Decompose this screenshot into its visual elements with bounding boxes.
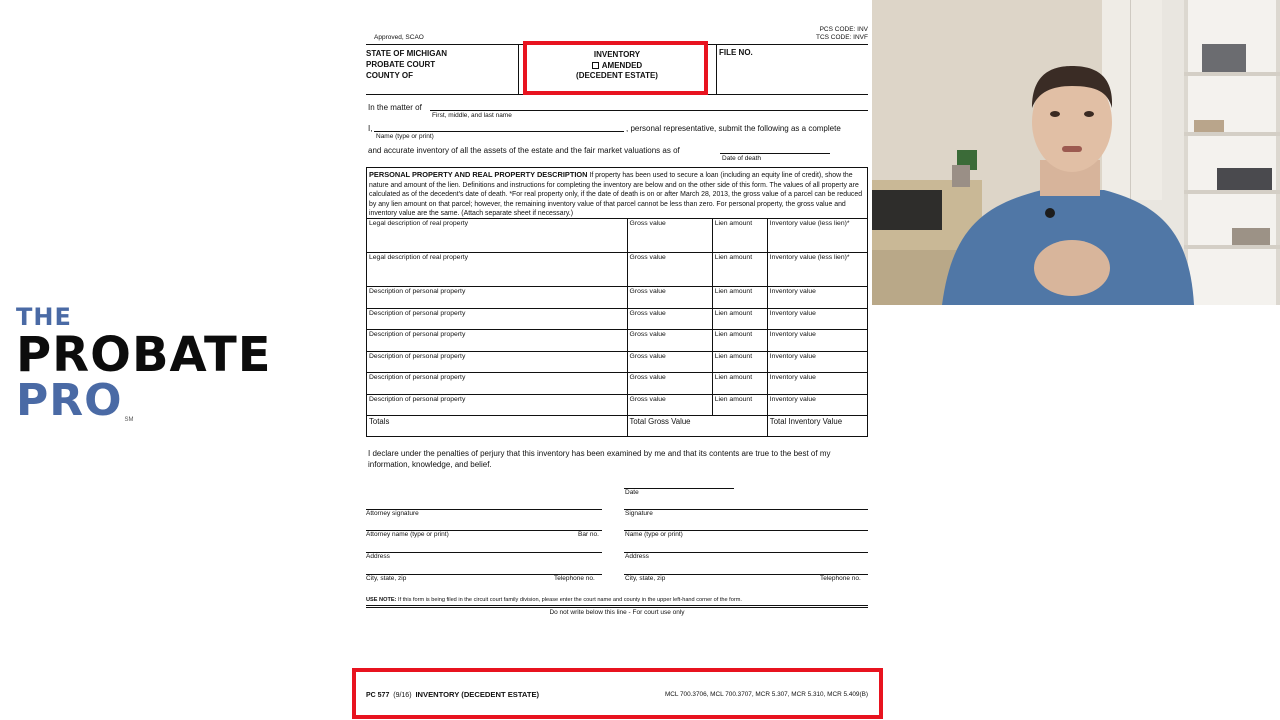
inventory-cell-lien[interactable]: Lien amount — [712, 308, 767, 330]
name-field[interactable] — [374, 131, 624, 132]
inventory-cell-desc[interactable]: Description of personal property — [367, 330, 628, 352]
inventory-cell-inv[interactable]: Inventory value — [767, 287, 867, 309]
inventory-cell-gross[interactable]: Gross value — [627, 394, 712, 416]
tcs-code: TCS CODE: INVF — [815, 34, 868, 41]
signature-label: Signature — [625, 510, 653, 517]
inventory-cell-desc[interactable]: Legal description of real property — [367, 253, 628, 287]
inventory-cell-lien[interactable]: Lien amount — [712, 373, 767, 395]
logo-probate: PROBATE — [16, 327, 272, 383]
total-inventory: Total Inventory Value — [767, 416, 867, 437]
inventory-cell-lien[interactable]: Lien amount — [712, 253, 767, 287]
matter-hint: First, middle, and last name — [432, 112, 512, 119]
use-note: USE NOTE: If this form is being filed in the circuit court family division, please enter the court name and county in the upper left-hand corner of the form. — [366, 597, 742, 603]
logo-the: THE — [16, 303, 72, 331]
totals-label: Totals — [367, 416, 628, 437]
pcs-code: PCS CODE: INV — [819, 26, 868, 33]
inventory-cell-inv[interactable]: Inventory value — [767, 308, 867, 330]
date-label: Date — [625, 489, 639, 496]
city-label-right: City, state, zip — [625, 575, 666, 582]
inventory-cell-desc[interactable]: Description of personal property — [367, 394, 628, 416]
highlight-box-title — [523, 41, 708, 95]
inventory-row — [367, 308, 868, 330]
form-title: INVENTORY AMENDED (DECEDENT ESTATE) — [576, 50, 658, 80]
inventory-cell-gross[interactable]: Gross value — [627, 253, 712, 287]
address-label-right: Address — [625, 553, 649, 560]
inventory-cell-gross[interactable]: Gross value — [627, 373, 712, 395]
inventory-cell-inv[interactable]: Inventory value — [767, 330, 867, 352]
description-box: PERSONAL PROPERTY AND REAL PROPERTY DESCRIPTION If property has been used to secure a loan (including an equity line of credit), show the nature and amount of the lien. Definitions and instructions for completing the inventory are below and on the other side of this form. The values of all property are calculated as of the decedent's date of death. *For real property only, if the date of death is on or after March 28, 2013, the gross value of a parcel can be reduced by any lien amount on that parcel; however, the remaining inventory value of that parcel cannot be less than zero. For personal property, the gross value and inventory value are the same. (Attach separate sheet if necessary.) — [366, 167, 868, 218]
logo-pro: PRO — [16, 375, 123, 426]
i-label: I, — [368, 124, 373, 133]
inventory-cell-gross[interactable]: Gross value — [627, 330, 712, 352]
inventory-cell-desc[interactable]: Description of personal property — [367, 287, 628, 309]
inventory-cell-desc[interactable]: Legal description of real property — [367, 219, 628, 253]
matter-field[interactable] — [430, 110, 868, 111]
inventory-cell-lien[interactable]: Lien amount — [712, 394, 767, 416]
address-field-left[interactable] — [366, 552, 602, 553]
inventory-row — [367, 287, 868, 309]
address-field-right[interactable] — [624, 552, 868, 553]
court-use-note: Do not write below this line - For court use only — [549, 609, 685, 616]
attorney-signature-label: Attorney signature — [366, 510, 419, 517]
inventory-cell-desc[interactable]: Description of personal property — [367, 308, 628, 330]
inventory-cell-gross[interactable]: Gross value — [627, 308, 712, 330]
declaration: I declare under the penalties of perjury that this inventory has been examined by me and that its contents are true to the best of my information, knowledge, and belief. — [368, 449, 831, 469]
presenter-video-frame — [872, 0, 1280, 305]
form-footer: PC 577 (9/16) INVENTORY (DECEDENT ESTATE) — [366, 690, 540, 699]
inventory-row — [367, 351, 868, 373]
name-print-label: Name (type or print) — [625, 531, 683, 538]
dod-hint: Date of death — [722, 155, 762, 162]
date-of-death-field[interactable] — [720, 153, 830, 154]
logo-sm: SM — [124, 417, 134, 423]
inventory-cell-lien[interactable]: Lien amount — [712, 351, 767, 373]
date-field[interactable] — [624, 488, 734, 489]
inventory-row — [367, 373, 868, 395]
inventory-row — [367, 330, 868, 352]
inventory-cell-desc[interactable]: Description of personal property — [367, 351, 628, 373]
footer-mcl: MCL 700.3706, MCL 700.3707, MCR 5.307, MCR 5.310, MCR 5.409(B) — [664, 691, 868, 698]
probate-pro-logo — [16, 303, 346, 426]
inventory-cell-gross[interactable]: Gross value — [627, 351, 712, 373]
telephone-label-right: Telephone no. — [820, 575, 861, 582]
inventory-cell-gross[interactable]: Gross value — [627, 287, 712, 309]
accurate-text: and accurate inventory of all the assets of the estate and the fair market valuations as of — [368, 146, 680, 155]
inventory-row — [367, 394, 868, 416]
inventory-cell-inv[interactable]: Inventory value — [767, 373, 867, 395]
court-header: STATE OF MICHIGAN PROBATE COURT COUNTY OF — [366, 49, 448, 80]
inventory-cell-desc[interactable]: Description of personal property — [367, 373, 628, 395]
address-label-left: Address — [366, 553, 390, 560]
inventory-cell-gross[interactable]: Gross value — [627, 219, 712, 253]
pr-text: , personal representative, submit the following as a complete — [626, 124, 841, 133]
attorney-name-label: Attorney name (type or print) — [366, 531, 449, 538]
inventory-cell-inv[interactable]: Inventory value (less lien)* — [767, 219, 867, 253]
signature-field[interactable] — [624, 509, 868, 510]
name-hint: Name (type or print) — [376, 133, 434, 140]
file-no-label: FILE NO. — [719, 48, 753, 57]
inventory-cell-lien[interactable]: Lien amount — [712, 330, 767, 352]
total-gross: Total Gross Value — [627, 416, 767, 437]
inventory-row — [367, 253, 868, 287]
matter-label: In the matter of — [368, 103, 422, 112]
inventory-cell-lien[interactable]: Lien amount — [712, 219, 767, 253]
inventory-cell-inv[interactable]: Inventory value — [767, 351, 867, 373]
inventory-cell-lien[interactable]: Lien amount — [712, 287, 767, 309]
telephone-label-left: Telephone no. — [554, 575, 595, 582]
inventory-form — [362, 0, 872, 720]
approved-text: Approved, SCAO — [374, 34, 424, 41]
city-label-left: City, state, zip — [366, 575, 407, 582]
inventory-table — [366, 218, 868, 437]
bar-no-label: Bar no. — [578, 531, 599, 538]
presenter-video — [872, 0, 1280, 305]
inventory-row — [367, 219, 868, 253]
inventory-cell-inv[interactable]: Inventory value (less lien)* — [767, 253, 867, 287]
inventory-cell-inv[interactable]: Inventory value — [767, 394, 867, 416]
